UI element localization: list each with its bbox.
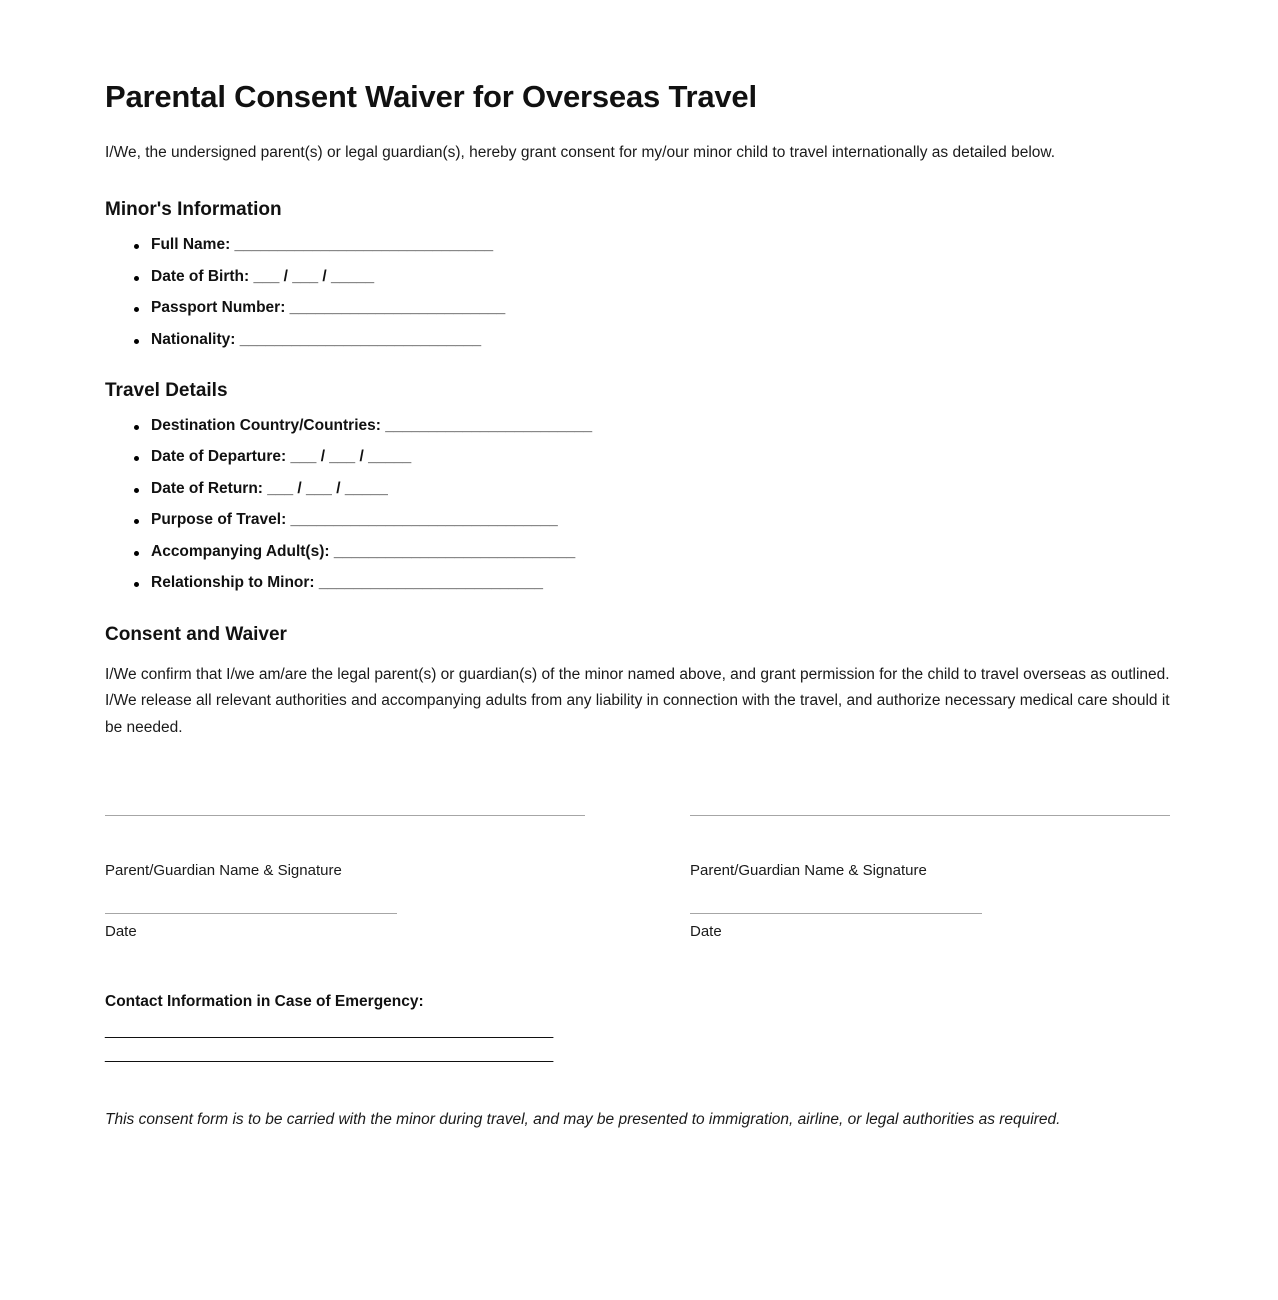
field-label-date-of-return: Date of Return: bbox=[151, 479, 263, 497]
field-label-date-of-departure: Date of Departure: bbox=[151, 448, 287, 466]
emergency-contact-blank-line-2[interactable]: ____________________________________________________ bbox=[105, 1046, 554, 1064]
field-label-relationship-to-minor: Relationship to Minor: bbox=[151, 574, 315, 592]
list-item bbox=[105, 332, 1178, 348]
field-blank-date-of-departure[interactable]: ___ / ___ / _____ bbox=[286, 448, 412, 466]
field-blank-date-of-return[interactable]: ___ / ___ / _____ bbox=[262, 479, 388, 497]
field-label-nationality: Nationality: bbox=[151, 330, 236, 348]
minors-information-field-list bbox=[105, 237, 1178, 347]
signature-column-right bbox=[690, 815, 1170, 941]
list-item bbox=[105, 418, 1178, 434]
field-label-accompanying-adults: Accompanying Adult(s): bbox=[151, 542, 330, 560]
list-item bbox=[105, 269, 1178, 285]
list-item bbox=[105, 575, 1178, 591]
consent-paragraph: I/We confirm that I/we am/are the legal parent(s) or guardian(s) of the minor named above, and grant permission for the child to travel overseas as outlined. I/We release all relevant authorities and accompanying adults from any liability in connection with the travel, and authorize necessary medical care should it be needed. bbox=[105, 665, 1170, 736]
field-blank-passport-number[interactable]: _________________________ bbox=[285, 299, 506, 317]
signature-caption-left: Parent/Guardian Name & Signature bbox=[105, 862, 342, 880]
field-label-full-name: Full Name: bbox=[151, 236, 231, 254]
field-label-date-of-birth: Date of Birth: bbox=[151, 267, 250, 285]
list-item bbox=[105, 449, 1178, 465]
date-line-right[interactable] bbox=[690, 913, 982, 914]
footer-note: This consent form is to be carried with the minor during travel, and may be presented to immigration, airline, or legal authorities as required. bbox=[105, 1110, 1061, 1128]
page-title: Parental Consent Waiver for Overseas Travel bbox=[105, 79, 757, 114]
field-blank-date-of-birth[interactable]: ___ / ___ / _____ bbox=[249, 267, 375, 285]
travel-details-field-list bbox=[105, 418, 1178, 591]
intro-paragraph: I/We, the undersigned parent(s) or legal guardian(s), hereby grant consent for my/our minor child to travel internationally as detailed below. bbox=[105, 144, 1056, 162]
list-item bbox=[105, 237, 1178, 253]
signature-column-left bbox=[105, 815, 585, 941]
emergency-contact-blank-line-1[interactable]: ____________________________________________________ bbox=[105, 1022, 554, 1040]
signature-line-left[interactable] bbox=[105, 815, 585, 816]
list-item bbox=[105, 300, 1178, 316]
minors-information-heading: Minor's Information bbox=[105, 199, 282, 221]
list-item bbox=[105, 481, 1178, 497]
date-caption-right: Date bbox=[690, 923, 722, 941]
emergency-contact-heading: Contact Information in Case of Emergency: bbox=[105, 993, 424, 1011]
field-blank-destination-country[interactable]: ________________________ bbox=[380, 416, 593, 434]
signature-caption-right: Parent/Guardian Name & Signature bbox=[690, 862, 927, 880]
emergency-contact-section bbox=[105, 993, 1178, 1067]
list-item bbox=[105, 512, 1178, 528]
field-blank-accompanying-adults[interactable]: ____________________________ bbox=[329, 542, 576, 560]
travel-details-heading: Travel Details bbox=[105, 380, 228, 402]
field-blank-full-name[interactable]: ______________________________ bbox=[230, 236, 494, 254]
date-line-left[interactable] bbox=[105, 913, 397, 914]
date-caption-left: Date bbox=[105, 923, 137, 941]
consent-and-waiver-section bbox=[105, 623, 1178, 742]
field-label-purpose-of-travel: Purpose of Travel: bbox=[151, 511, 287, 529]
field-blank-relationship-to-minor[interactable]: __________________________ bbox=[314, 574, 544, 592]
field-label-destination-country: Destination Country/Countries: bbox=[151, 416, 381, 434]
travel-details-section bbox=[105, 379, 1178, 591]
field-blank-nationality[interactable]: ____________________________ bbox=[235, 330, 482, 348]
signature-area bbox=[105, 815, 1178, 941]
field-blank-purpose-of-travel[interactable]: _______________________________ bbox=[286, 511, 558, 529]
list-item bbox=[105, 544, 1178, 560]
signature-line-right[interactable] bbox=[690, 815, 1170, 816]
field-label-passport-number: Passport Number: bbox=[151, 299, 286, 317]
minors-information-section bbox=[105, 198, 1178, 347]
consent-and-waiver-heading: Consent and Waiver bbox=[105, 623, 287, 645]
